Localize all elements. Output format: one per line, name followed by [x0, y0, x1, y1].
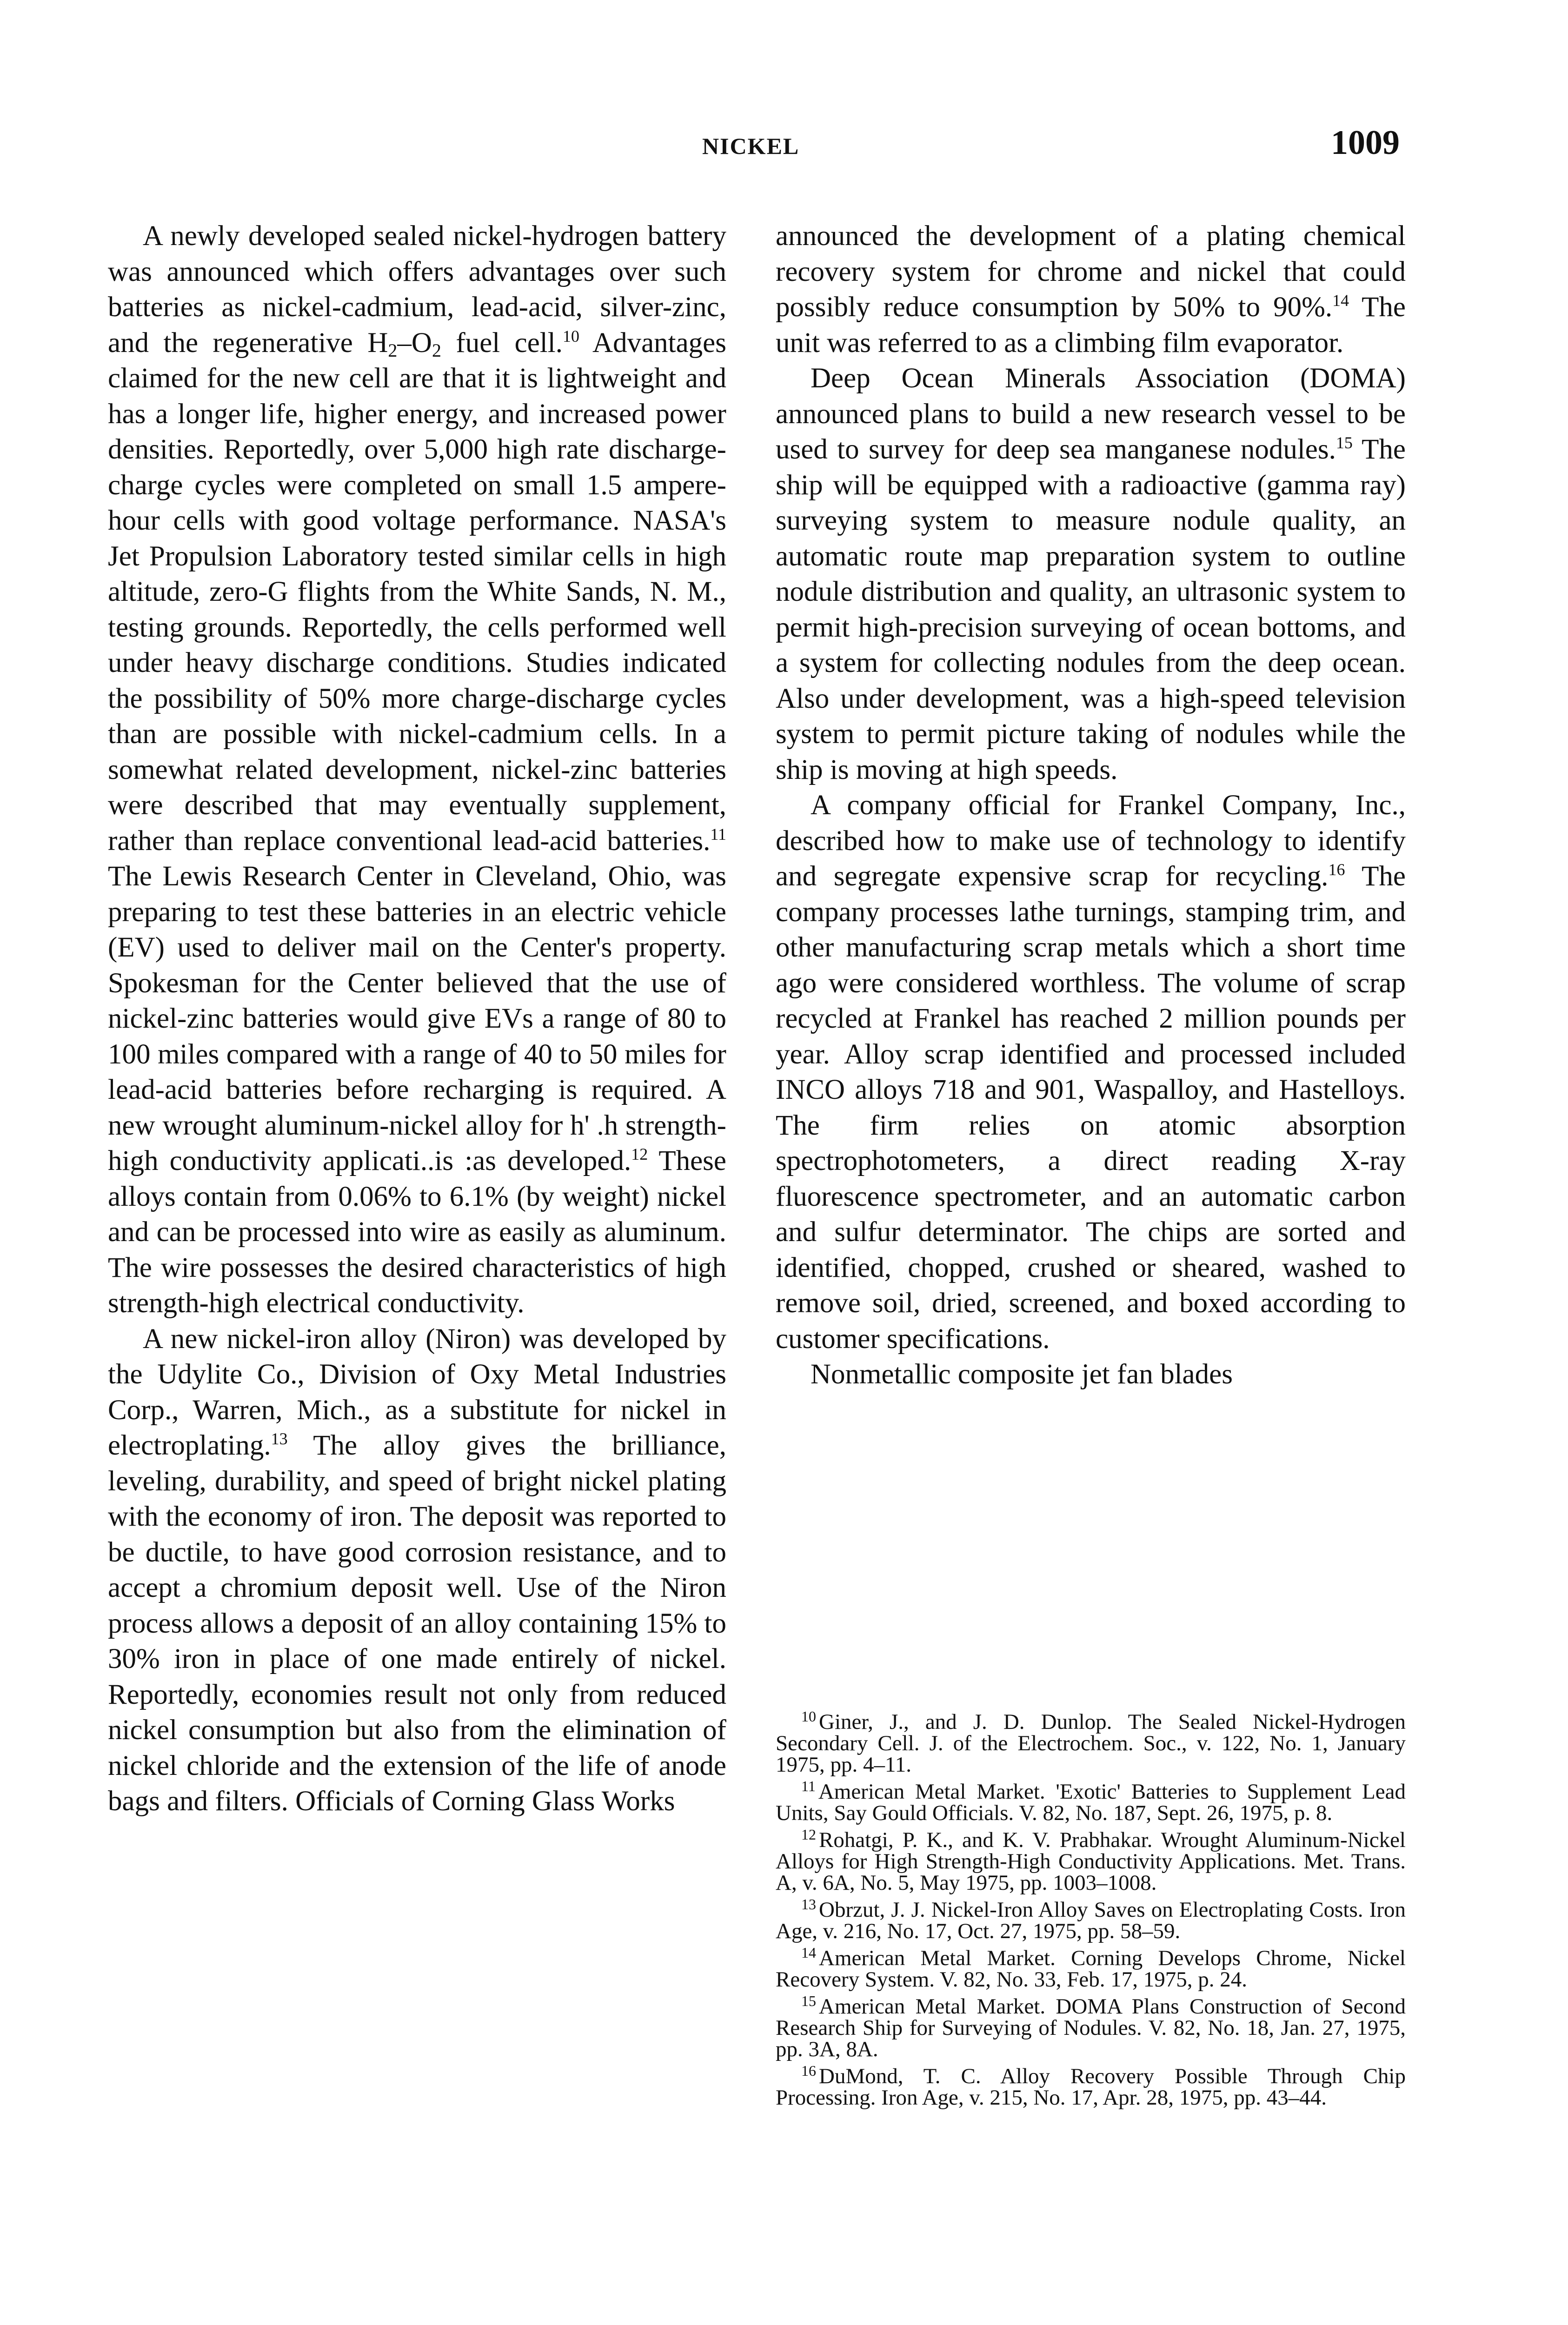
- running-head: NICKEL: [702, 133, 800, 159]
- footnote-14: $^{14}$ American Metal Market. Corning Develops Chrome, Nickel Recovery System. V. 82, No. 33, Feb. 17, 1975, p. 24.: [776, 1944, 1406, 1992]
- right-column: [776, 219, 1406, 1393]
- footnote-ref-11: 11: [710, 824, 726, 844]
- footnote-ref-15: 15: [1335, 433, 1353, 452]
- footnote-ref-13: 13: [271, 1429, 288, 1448]
- paragraph-doma-vessel: Deep Ocean Minerals Association (DOMA) announced plans to build a new research vessel to be used to survey for deep sea manganese nodules.$^{15}$ The ship will be equipped with a radioactive (gamma ray) surveying system to measure nodule quality, an automatic route map preparation system to outline nodule distribution and quality, an ultrasonic system to permit high-precision surveying of ocean bottoms, and a system for collecting nodules from the deep ocean. Also under development, was a high-speed television system to permit picture taking of nodules while the ship is moving at high speeds.: [776, 363, 1406, 785]
- paragraph-plating-recovery: announced the development of a plating chemical recovery system for chrome and nickel that could possibly reduce consumption by 50% to 90%.$^{14}$ The unit was referred to as a climbing film evaporator.: [776, 220, 1406, 359]
- paragraph-jet-fan-blades: Nonmetallic composite jet fan blades: [811, 1359, 1233, 1390]
- footnote-ref-16: 16: [1328, 860, 1345, 879]
- page-number: 1009: [1331, 124, 1400, 162]
- paragraph-nickel-hydrogen-battery: A newly developed sealed nickel-hydrogen battery was announced which offers advantages over such batteries as nickel-cadmium, lead-acid, silver-zinc, and the regenerative $H_2-O_2$ fuel cell.$^{10}$ Advantages claimed for the new cell are that it is lightweight and has a longer life, higher energy, and increased power densities. Reportedly, over 5,000 high rate discharge-charge cycles were completed on small 1.5 ampere-hour cells with good voltage performance. NASA's Jet Propulsion Laboratory tested similar cells in high altitude, zero-G flights from the White Sands, N. M., testing grounds. Reportedly, the cells performed well under heavy discharge conditions. Studies indicated the possibility of 50% more charge-discharge cycles than are possible with nickel-cadmium cells. In a somewhat related development, nickel-zinc batteries were described that may eventually supplement, rather than replace conventional lead-acid batteries.$^{11}$ The Lewis Research Center in Cleveland, Ohio, was preparing to test these batteries in an electric vehicle (EV) used to deliver mail on the Center's property. Spokesman for the Center believed that the use of nickel-zinc batteries would give EVs a range of 80 to 100 miles compared with a range of 40 to 50 miles for lead-acid batteries before recharging is required. A new wrought aluminum-nickel alloy for h' .h strength-high conductivity applicati..is :as developed.$^{12}$ These alloys contain from 0.06% to 6.1% (by weight) nickel and can be processed into wire as easily as aluminum. The wire possesses the desired characteristics of high strength-high electrical conductivity.: [108, 220, 726, 1319]
- footnote-12: $^{12}$ Rohatgi, P. K., and K. V. Prabhakar. Wrought Aluminum-Nickel Alloys for High Strength-High Conductivity Applications. Met. Trans. A, v. 6A, No. 5, May 1975, pp. 1003–1008.: [776, 1826, 1406, 1895]
- footnote-ref-10: 10: [562, 326, 579, 345]
- left-column: [108, 219, 726, 1820]
- footnote-16: $^{16}$ DuMond, T. C. Alloy Recovery Possible Through Chip Processing. Iron Age, v. 215, No. 17, Apr. 28, 1975, pp. 43–44.: [776, 2062, 1406, 2110]
- footnote-ref-14: 14: [1332, 291, 1349, 310]
- footnote-ref-12: 12: [631, 1145, 648, 1163]
- footnote-11: $^{11}$ American Metal Market. 'Exotic' Batteries to Supplement Lead Units, Say Gould Officials. V. 82, No. 187, Sept. 26, 1975, p. 8.: [776, 1778, 1406, 1825]
- footnote-15: $^{15}$ American Metal Market. DOMA Plans Construction of Second Research Ship for Surveying of Nodules. V. 82, No. 18, Jan. 27, 1975, pp. 3A, 8A.: [776, 1993, 1406, 2061]
- footnote-10: $^{10}$ Giner, J., and J. D. Dunlop. The Sealed Nickel-Hydrogen Secondary Cell. J. of the Electrochem. Soc., v. 122, No. 1, January 1975, pp. 4–11.: [776, 1708, 1406, 1777]
- page-header: [107, 123, 1400, 174]
- footnote-13: $^{13}$ Obrzut, J. J. Nickel-Iron Alloy Saves on Electroplating Costs. Iron Age, v. 216, No. 17, Oct. 27, 1975, pp. 58–59.: [776, 1896, 1406, 1943]
- paragraph-frankel-scrap: A company official for Frankel Company, Inc., described how to make use of technology to identify and segregate expensive scrap for recycling.$^{16}$ The company processes lathe turnings, stamping trim, and other manufacturing scrap metals which a short time ago were considered worthless. The volume of scrap recycled at Frankel has reached 2 million pounds per year. Alloy scrap identified and processed included INCO alloys 718 and 901, Waspalloy, and Hastelloys. The firm relies on atomic absorption spectrophotometers, a direct reading X-ray fluorescence spectrometer, and an automatic carbon and sulfur determinator. The chips are sorted and identified, chopped, crushed or sheared, washed to remove soil, dried, screened, and boxed according to customer specifications.: [776, 790, 1406, 1355]
- footnotes: [776, 1708, 1406, 2114]
- paragraph-niron-alloy: A new nickel-iron alloy (Niron) was developed by the Udylite Co., Division of Oxy Metal Industries Corp., Warren, Mich., as a substitute for nickel in electroplating.$^{13}$ The alloy gives the brilliance, leveling, durability, and speed of bright nickel plating with the economy of iron. The deposit was reported to be ductile, to have good corrosion resistance, and to accept a chromium deposit well. Use of the Niron process allows a deposit of an alloy containing 15% to 30% iron in place of one made entirely of nickel. Reportedly, economies result not only from reduced nickel consumption but also from the elimination of nickel chloride and the extension of the life of anode bags and filters. Officials of Corning Glass Works: [108, 1323, 726, 1817]
